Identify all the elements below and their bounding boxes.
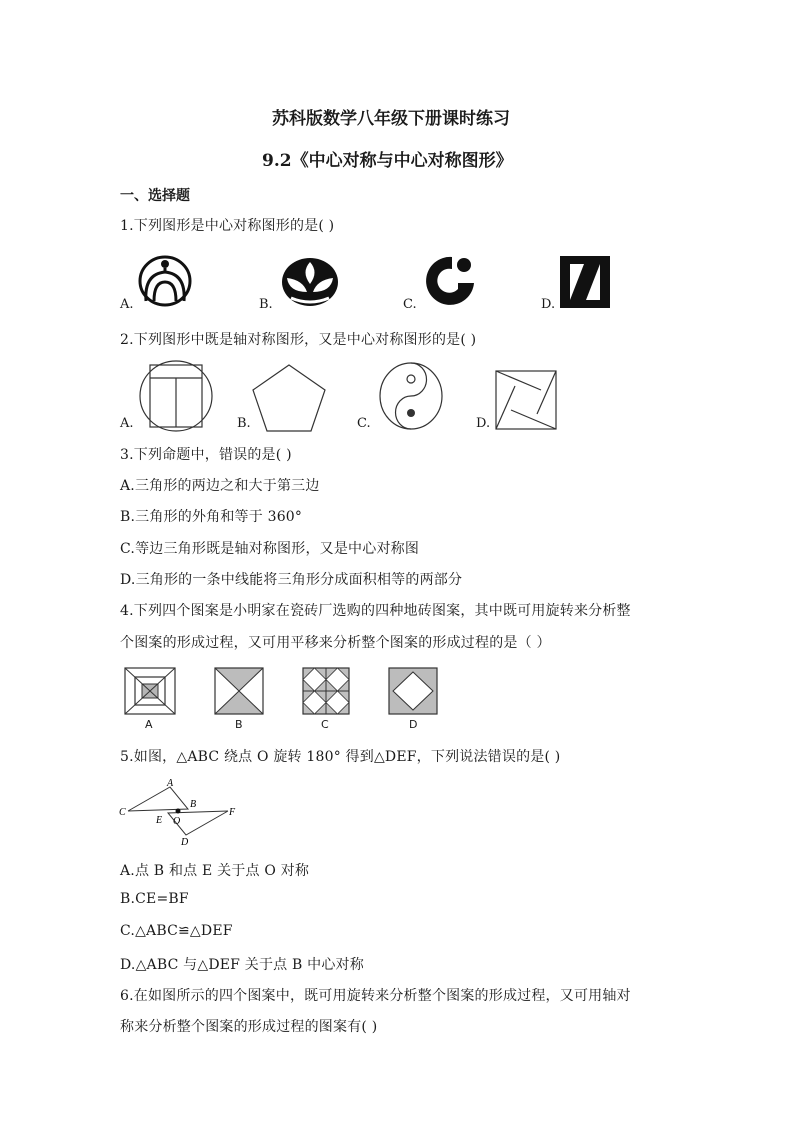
q2-option-c-label: C.: [357, 416, 371, 431]
q3-option-d: D.三角形的一条中线能将三角形分成面积相等的两部分: [120, 572, 463, 588]
question-5-stem: 5.如图，△ABC 绕点 O 旋转 180° 得到△DEF，下列说法错误的是( ): [120, 749, 561, 765]
q1-option-b-label: B.: [259, 297, 273, 312]
question-1-stem: 1.下列图形是中心对称图形的是( ): [120, 218, 335, 234]
question-3-stem: 3.下列命题中，错误的是( ): [120, 447, 292, 463]
q1-option-c-figure: [422, 253, 478, 307]
page-subtitle: 9.2《中心对称与中心对称图形》: [262, 151, 513, 171]
q2-option-a-figure: [138, 360, 214, 432]
q2-option-d-figure: [495, 370, 557, 430]
q4-tile-d-caption: D: [409, 718, 418, 731]
q4-tile-b-caption: B: [235, 718, 243, 731]
q2-option-d-label: D.: [476, 416, 491, 431]
q2-option-a-label: A.: [120, 416, 134, 431]
q1-option-d-figure: [560, 256, 610, 308]
q5-label-e: E: [156, 815, 163, 826]
q5-option-a: A.点 B 和点 E 关于点 O 对称: [120, 863, 310, 879]
q3-option-a: A.三角形的两边之和大于第三边: [120, 478, 320, 494]
q5-option-d: D.△ABC 与△DEF 关于点 B 中心对称: [120, 957, 364, 973]
question-4-stem-line-2: 个图案的形成过程，又可用平移来分析整个图案的形成过程的是（ ）: [120, 635, 551, 651]
q4-tile-d-figure: [388, 667, 438, 715]
q5-label-c: C: [119, 807, 126, 818]
q4-tile-a-figure: [124, 667, 176, 715]
q2-option-c-figure: [378, 361, 444, 431]
q1-option-b-figure: [279, 254, 341, 308]
q5-option-c: C.△ABC≌△DEF: [120, 923, 233, 939]
page-title: 苏科版数学八年级下册课时练习: [272, 109, 510, 129]
q5-label-f: F: [229, 807, 236, 818]
q5-option-b: B.CE=BF: [120, 891, 189, 907]
q3-option-c: C.等边三角形既是轴对称图形，又是中心对称图: [120, 541, 420, 557]
question-6-stem-line-2: 称来分析整个图案的形成过程的图案有( ): [120, 1019, 378, 1035]
q4-tile-a-caption: A: [145, 718, 153, 731]
section-heading: 一、选择题: [120, 188, 190, 204]
q4-tile-c-figure: [302, 667, 350, 715]
q1-option-d-label: D.: [541, 297, 556, 312]
q3-option-b: B.三角形的外角和等于 360°: [120, 509, 303, 525]
q1-option-c-label: C.: [403, 297, 417, 312]
q1-option-a-figure: [134, 254, 196, 308]
q5-label-a: A: [167, 778, 174, 789]
q2-option-b-label: B.: [237, 416, 251, 431]
q5-label-b: B: [190, 799, 197, 810]
question-4-stem-line-1: 4.下列四个图案是小明家在瓷砖厂选购的四种地砖图案，其中既可用旋转来分析整: [120, 603, 631, 619]
q1-option-a-label: A.: [120, 297, 134, 312]
q2-option-b-figure: [251, 363, 327, 433]
q4-tile-b-figure: [214, 667, 264, 715]
q4-tile-c-caption: C: [321, 718, 329, 731]
question-2-stem: 2.下列图形中既是轴对称图形，又是中心对称图形的是( ): [120, 332, 477, 348]
q5-triangle-figure: [118, 775, 238, 847]
question-6-stem-line-1: 6.在如图所示的四个图案中，既可用旋转来分析整个图案的形成过程，又可用轴对: [120, 988, 631, 1004]
q5-label-o: O: [173, 816, 181, 827]
q5-label-d: D: [181, 837, 189, 848]
